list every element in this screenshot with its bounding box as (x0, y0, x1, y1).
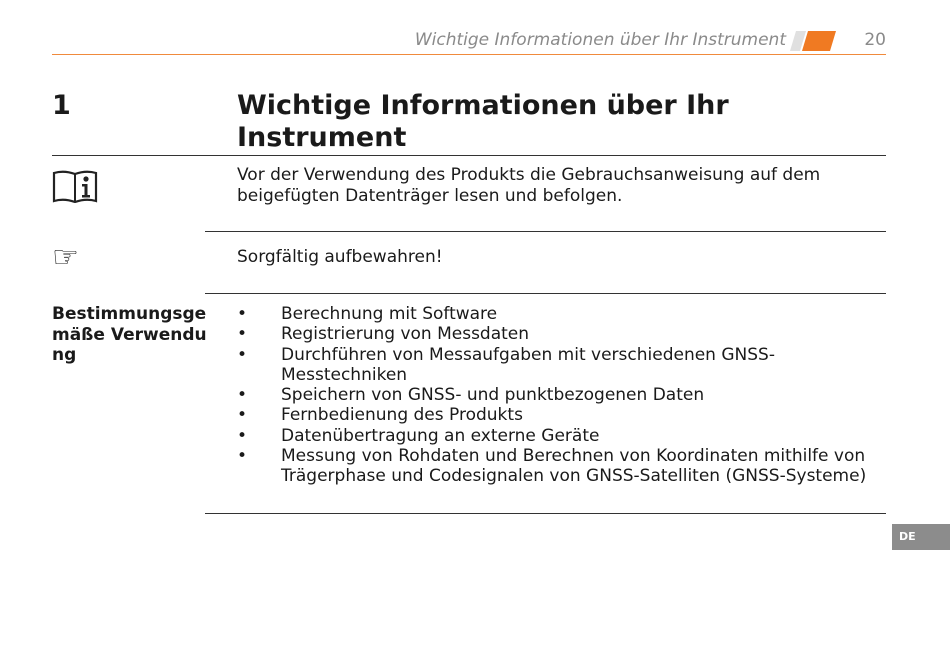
manual-info-icon (52, 169, 98, 203)
bullet: • (237, 446, 248, 467)
list-item: • Datenübertragung an externe Geräte (237, 425, 600, 446)
chapter-title: Wichtige Informationen über Ihr Instrument (237, 90, 729, 153)
bullet: • (237, 425, 248, 446)
list-item: • Speichern von GNSS- und punktbezogenen Daten (237, 385, 705, 406)
bullet: • (237, 385, 248, 406)
language-tab[interactable]: DE (892, 524, 950, 550)
running-header-title: Wichtige Informationen über Ihr Instrument (414, 30, 786, 50)
bullet: • (237, 324, 248, 345)
page-number: 20 (864, 30, 886, 50)
section-divider (205, 513, 886, 514)
list-item: • Fernbedienung des Produkts (237, 405, 523, 426)
chapter-number: 1 (52, 90, 71, 121)
list-item: • Messung von Rohdaten und Berechnen von Koordinaten mithilfe von Trägerphase und Codesignalen von GNSS-Satelliten (GNSS-Systeme) (237, 446, 867, 487)
chapter-divider (52, 155, 886, 156)
bullet: • (237, 344, 248, 365)
bullet: • (237, 405, 248, 426)
pointing-hand-icon: ☞ (52, 240, 79, 275)
brand-stripes-icon (790, 31, 836, 51)
intended-use-list (237, 304, 877, 487)
intended-use-heading: Bestimmungsgemäße Verwendung (52, 304, 207, 365)
list-item: • Registrierung von Messdaten (237, 324, 530, 345)
list-item: • Berechnung mit Software (237, 304, 498, 324)
note-divider (205, 231, 886, 232)
manual-note-text: Vor der Verwendung des Produkts die Gebrauchsanweisung auf dem beigefügten Datenträger lesen und befolgen. (237, 165, 821, 206)
header-divider (52, 54, 886, 55)
storage-note-text: Sorgfältig aufbewahren! (237, 247, 443, 267)
note-divider (205, 293, 886, 294)
bullet: • (237, 304, 248, 324)
list-item: • Durchführen von Messaufgaben mit verschiedenen GNSS-Messtechniken (237, 344, 775, 385)
